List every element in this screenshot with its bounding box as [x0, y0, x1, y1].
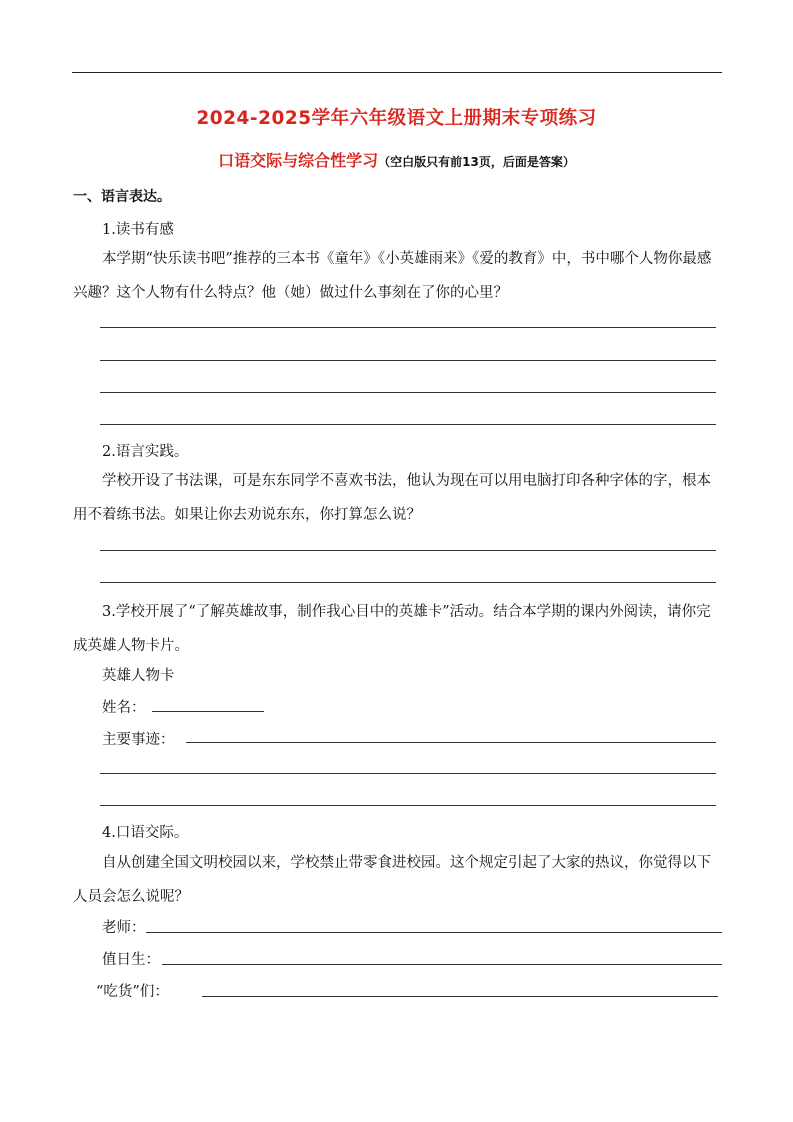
q1-label: 1.读书有感: [102, 222, 174, 238]
hero-deeds-line-3[interactable]: [100, 805, 716, 806]
section-heading: 一、语言表达。: [73, 189, 171, 205]
foodie-answer-field[interactable]: [202, 996, 718, 997]
teacher-label: 老师：: [102, 920, 146, 936]
q2-answer-line-2[interactable]: [100, 582, 716, 583]
q4-text: 自从创建全国文明校园以来，学校禁止带零食进校园。这个规定引起了大家的热议，你觉得以下人员会怎么说呢？: [73, 855, 711, 905]
page-subtitle: [0, 148, 793, 171]
subtitle-note: （空白版只有前13页，后面是答案）: [378, 155, 575, 169]
hero-name-label: 姓名：: [102, 700, 146, 716]
q2-label: 2.语言实践。: [102, 444, 189, 460]
subtitle-main: 口语交际与综合性学习: [218, 151, 379, 170]
hero-deeds-label: 主要事迹：: [102, 732, 175, 748]
q1-answer-line-2[interactable]: [100, 360, 716, 361]
q1-answer-line-3[interactable]: [100, 392, 716, 393]
header-rule: [72, 72, 722, 73]
duty-student-answer-field[interactable]: [162, 964, 722, 965]
q2-answer-line-1[interactable]: [100, 550, 716, 551]
q4-label: 4.口语交际。: [102, 825, 189, 841]
q1-text: 本学期“快乐读书吧”推荐的三本书《童年》《小英雄雨来》《爱的教育》中，书中哪个人物你最感兴趣？这个人物有什么特点？他（她）做过什么事刻在了你的心里？: [73, 251, 712, 301]
foodie-label: “吃货”们：: [96, 984, 169, 1000]
duty-student-label: 值日生：: [102, 952, 160, 968]
q2-text: 学校开设了书法课，可是东东同学不喜欢书法，他认为现在可以用电脑打印各种字体的字，根本用不着练书法。如果让你去劝说东东，你打算怎么说？: [73, 473, 711, 523]
hero-deeds-field[interactable]: [186, 742, 716, 743]
q3-text: 3.学校开展了“了解英雄故事，制作我心目中的英雄卡”活动。结合本学期的课内外阅读，请你完成英雄人物卡片。: [73, 604, 711, 654]
page-title: 2024-2025学年六年级语文上册期末专项练习: [196, 108, 597, 129]
teacher-answer-field[interactable]: [146, 932, 722, 933]
q1-answer-line-4[interactable]: [100, 424, 716, 425]
hero-deeds-line-2[interactable]: [100, 773, 716, 774]
hero-name-field[interactable]: [152, 711, 264, 712]
q1-answer-line-1[interactable]: [100, 327, 716, 328]
hero-card-title: 英雄人物卡: [102, 668, 175, 684]
